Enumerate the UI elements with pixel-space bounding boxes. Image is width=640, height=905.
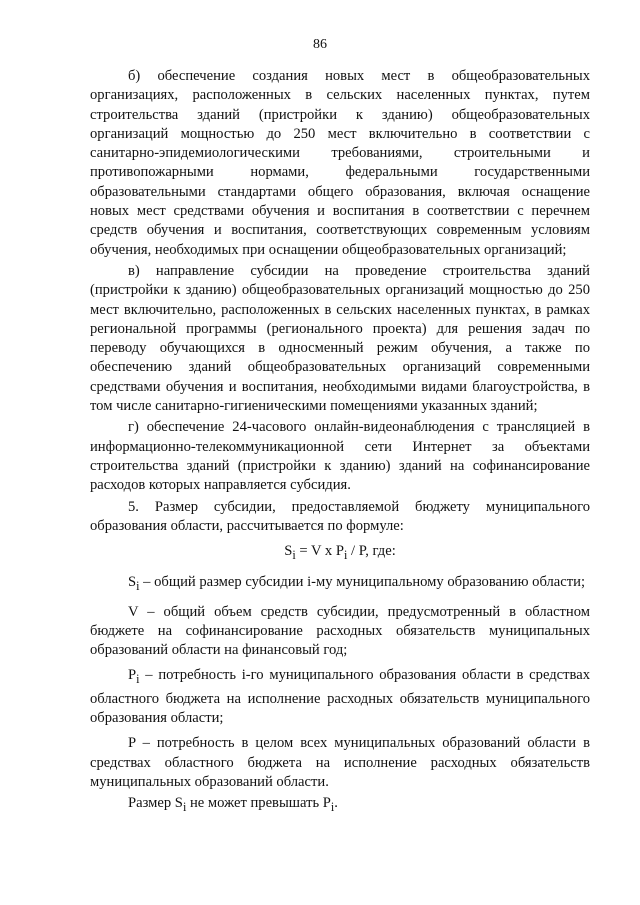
limit-middle: не может превышать P xyxy=(186,795,331,812)
formula-p-subscript: i xyxy=(344,548,348,563)
definition-pi-subscript: i xyxy=(136,672,140,687)
definition-si-text: – общий размер субсидии i-му муниципальному образованию области; xyxy=(139,574,586,591)
page-number: 86 xyxy=(313,37,327,52)
definition-pi-text: – потребность i-го муниципального образования области в средствах областного бюджета на исполнение расходных обязательств муниципального образования области; xyxy=(90,667,590,726)
definition-p: P – потребность в целом всех муниципальных образований области в средствах областного бюджета на исполнение расходных обязательств муниципальных образований области. xyxy=(90,735,590,790)
formula-s: S xyxy=(284,543,293,560)
document-body xyxy=(90,67,590,819)
definition-pi-symbol: P xyxy=(128,667,137,684)
paragraph-b: б) обеспечение создания новых мест в общеобразовательных организациях, расположенных в сельских населенных пунктах, путем строительства зданий (пристройки к зданию) общеобразовательных организаций мощностью до 250 мест включительно в соответствии с санитарно-эпидемиологическими требованиями, строительными и противопожарными нормами, федеральными государственными образовательными стандартами общего образования, включая оснащение новых мест средствами обучения и воспитания в соответствии с перечнем средств обучения и воспитания, соответствующих современным условиям обучения, необходимых при оснащении общеобразовательных организаций; xyxy=(90,68,590,258)
definition-pi xyxy=(90,666,590,728)
limit-s-subscript: i xyxy=(182,800,187,815)
definition-si xyxy=(90,573,590,596)
limit-statement xyxy=(90,794,590,817)
formula-middle: = V x P xyxy=(295,543,344,560)
paragraph-5: 5. Размер субсидии, предоставляемой бюджету муниципального образования области, рассчитывается по формуле: xyxy=(90,498,590,534)
limit-end: . xyxy=(334,795,338,812)
paragraph-v: в) направление субсидии на проведение строительства зданий (пристройки к зданию) общеобразовательных организаций мощностью до 250 мест включительно, расположенных в сельских населенных пунктах, в рамках региональной программы (регионального проекта) для решения задач по переводу обучающихся в односменный режим обучения, а также по обеспечению зданий общеобразовательных организаций современными средствами обучения и воспитания, необходимыми видами благоустройства, в том числе санитарно-гигиеническими помещениями указанных зданий; xyxy=(90,262,590,415)
limit-before: Размер S xyxy=(128,795,183,812)
definition-v: V – общий объем средств субсидии, предусмотренный в областном бюджете на софинансирование расходных обязательств муниципальных образований области на финансовый год; xyxy=(90,603,590,659)
paragraph-g: г) обеспечение 24-часового онлайн-видеонаблюдения с трансляцией в информационно-телекоммуникационной сети Интернет за объектами строительства зданий (пристройки к зданию) зданий на софинансирование расходов которых направляется субсидия. xyxy=(90,419,590,494)
limit-p-subscript: i xyxy=(330,800,335,815)
definition-si-subscript: i xyxy=(136,579,140,594)
subsidy-formula xyxy=(90,542,590,565)
formula-end: / P, где: xyxy=(347,543,396,560)
formula-s-subscript: i xyxy=(292,548,296,563)
definition-si-symbol: S xyxy=(128,574,137,591)
